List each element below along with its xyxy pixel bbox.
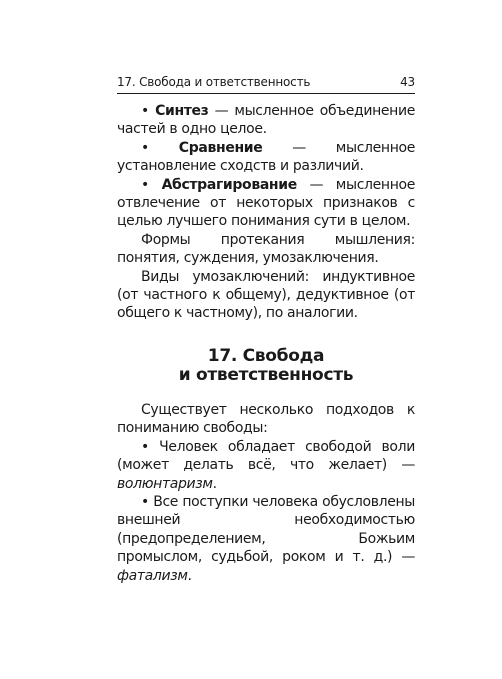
approach-text: Все поступки человека обусловлены внешней необходимостью (предопределением, Божьим промыслом, судьбой, роком и т. д.) — — [117, 493, 415, 566]
bullet: • — [141, 176, 149, 193]
term-fatalism: фатализм — [117, 567, 188, 584]
term-synthesis: Синтез — [155, 103, 209, 119]
page-body — [117, 102, 415, 585]
thinking-operation-abstraction — [117, 176, 415, 231]
paragraph-inference-types: Виды умозаключений: индуктивное (от частного к общему), дедуктивное (от общего к частному), по аналогии. — [117, 268, 415, 322]
running-head — [117, 73, 415, 94]
approach-text: Человек обладает свободой воли (может делать всё, что желает) — — [117, 438, 415, 474]
definition-synthesis: — мысленное объединение частей в одно целое. — [117, 103, 415, 138]
bullet: • — [141, 493, 149, 510]
freedom-approach-fatalism — [117, 493, 415, 585]
section-heading-line-2: и ответственность — [178, 365, 354, 386]
thinking-operation-comparison — [117, 139, 415, 176]
definition-abstraction: — мысленное отвлечение от некоторых признаков с целью лучшего понимания сути в целом. — [117, 176, 415, 230]
sentence-end: . — [187, 567, 192, 584]
section-heading-line-1: 17. Свобода — [207, 345, 325, 366]
section-heading — [117, 347, 415, 386]
term-comparison: Сравнение — [178, 139, 263, 156]
page-number: 43 — [400, 75, 415, 89]
term-abstraction: Абстрагирование — [161, 176, 297, 193]
running-title: 17. Свобода и ответственность — [117, 75, 311, 89]
freedom-approach-voluntarism — [117, 438, 415, 493]
paragraph-freedom-intro: Существует несколько подходов к пониманию свободы: — [117, 401, 415, 437]
paragraph-thinking-forms: Формы протекания мышления: понятия, суждения, умозаключения. — [117, 231, 415, 267]
bullet: • — [141, 103, 149, 119]
book-page — [117, 73, 415, 585]
sentence-end: . — [212, 475, 217, 492]
bullet: • — [141, 139, 149, 156]
term-voluntarism: волюнтаризм — [117, 475, 213, 492]
bullet: • — [141, 438, 149, 455]
thinking-operation-synthesis — [117, 102, 415, 139]
definition-comparison: — мысленное установление сходств и различий. — [117, 139, 415, 175]
